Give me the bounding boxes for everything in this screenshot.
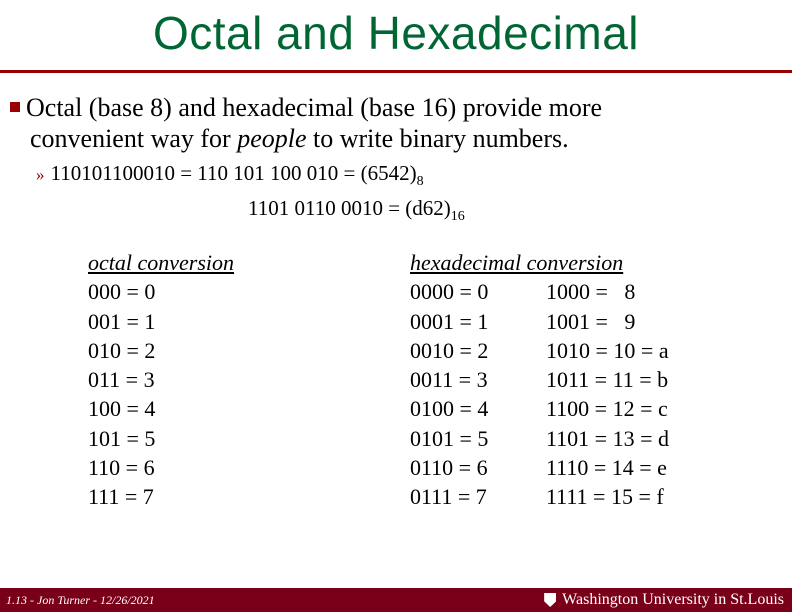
hex-table-right	[546, 277, 669, 511]
university-name: Washington University in St.Louis	[562, 591, 784, 608]
bullet-line1: Octal (base 8) and hexadecimal (base 16) provide more	[26, 93, 603, 122]
octal-header: octal conversion	[88, 250, 235, 275]
bullet-square-icon	[10, 102, 20, 112]
octal-row: 001 = 1	[88, 308, 156, 334]
slide-title: Octal and Hexadecimal	[152, 7, 640, 59]
octal-row: 100 = 4	[88, 396, 156, 422]
hex-row: 0100 = 4	[410, 396, 489, 422]
hex-header: hexadecimal conversion	[410, 250, 624, 275]
octal-row: 101 = 5	[88, 425, 156, 451]
shield-icon	[544, 593, 556, 607]
octal-table	[88, 248, 234, 512]
hex-row: 1111 = 15 = f	[546, 484, 664, 510]
hex-row: 1010 = 10 = a	[546, 337, 669, 363]
hex-row: 0101 = 5	[410, 425, 489, 451]
sub-line2-base: 16	[450, 209, 465, 224]
octal-row: 110 = 6	[88, 455, 155, 481]
main-bullet	[10, 92, 780, 154]
hex-row: 1001 = 9	[546, 308, 636, 334]
sub-line1-text: 110101100010 = 110 101 100 010 = (6542)	[50, 161, 417, 185]
hex-row: 0110 = 6	[410, 455, 488, 481]
octal-row: 000 = 0	[88, 279, 156, 305]
hex-row: 0000 = 0	[410, 279, 489, 305]
hex-row: 1110 = 14 = e	[546, 455, 667, 481]
university-logo	[544, 590, 784, 610]
hex-row: 0010 = 2	[410, 337, 489, 363]
title-rule	[0, 70, 792, 73]
sub-bullet-marker: »	[36, 165, 45, 184]
footer-credit: 1.13 - Jon Turner - 12/26/2021	[6, 593, 155, 607]
hex-row: 0001 = 1	[410, 308, 489, 334]
sub-line2-text: 1101 0110 0010 = (d62)	[248, 196, 451, 220]
bullet-line2-pre: convenient way for	[30, 124, 238, 153]
octal-row: 010 = 2	[88, 337, 156, 363]
bullet-line2-emphasis: people	[237, 124, 307, 153]
octal-row: 011 = 3	[88, 367, 155, 393]
sub-line2	[36, 195, 736, 230]
hex-row: 0011 = 3	[410, 367, 488, 393]
sub-line1-base: 8	[416, 174, 424, 189]
hex-row: 1100 = 12 = c	[546, 396, 668, 422]
hex-row: 1011 = 11 = b	[546, 367, 669, 393]
sub-bullet	[36, 160, 736, 230]
octal-row: 111 = 7	[88, 484, 154, 510]
bullet-line2	[10, 123, 780, 154]
hex-row: 1000 = 8	[546, 279, 636, 305]
hex-row: 1101 = 13 = d	[546, 425, 669, 451]
hex-row: 0111 = 7	[410, 484, 487, 510]
bullet-line2-post: to write binary numbers.	[306, 124, 569, 153]
